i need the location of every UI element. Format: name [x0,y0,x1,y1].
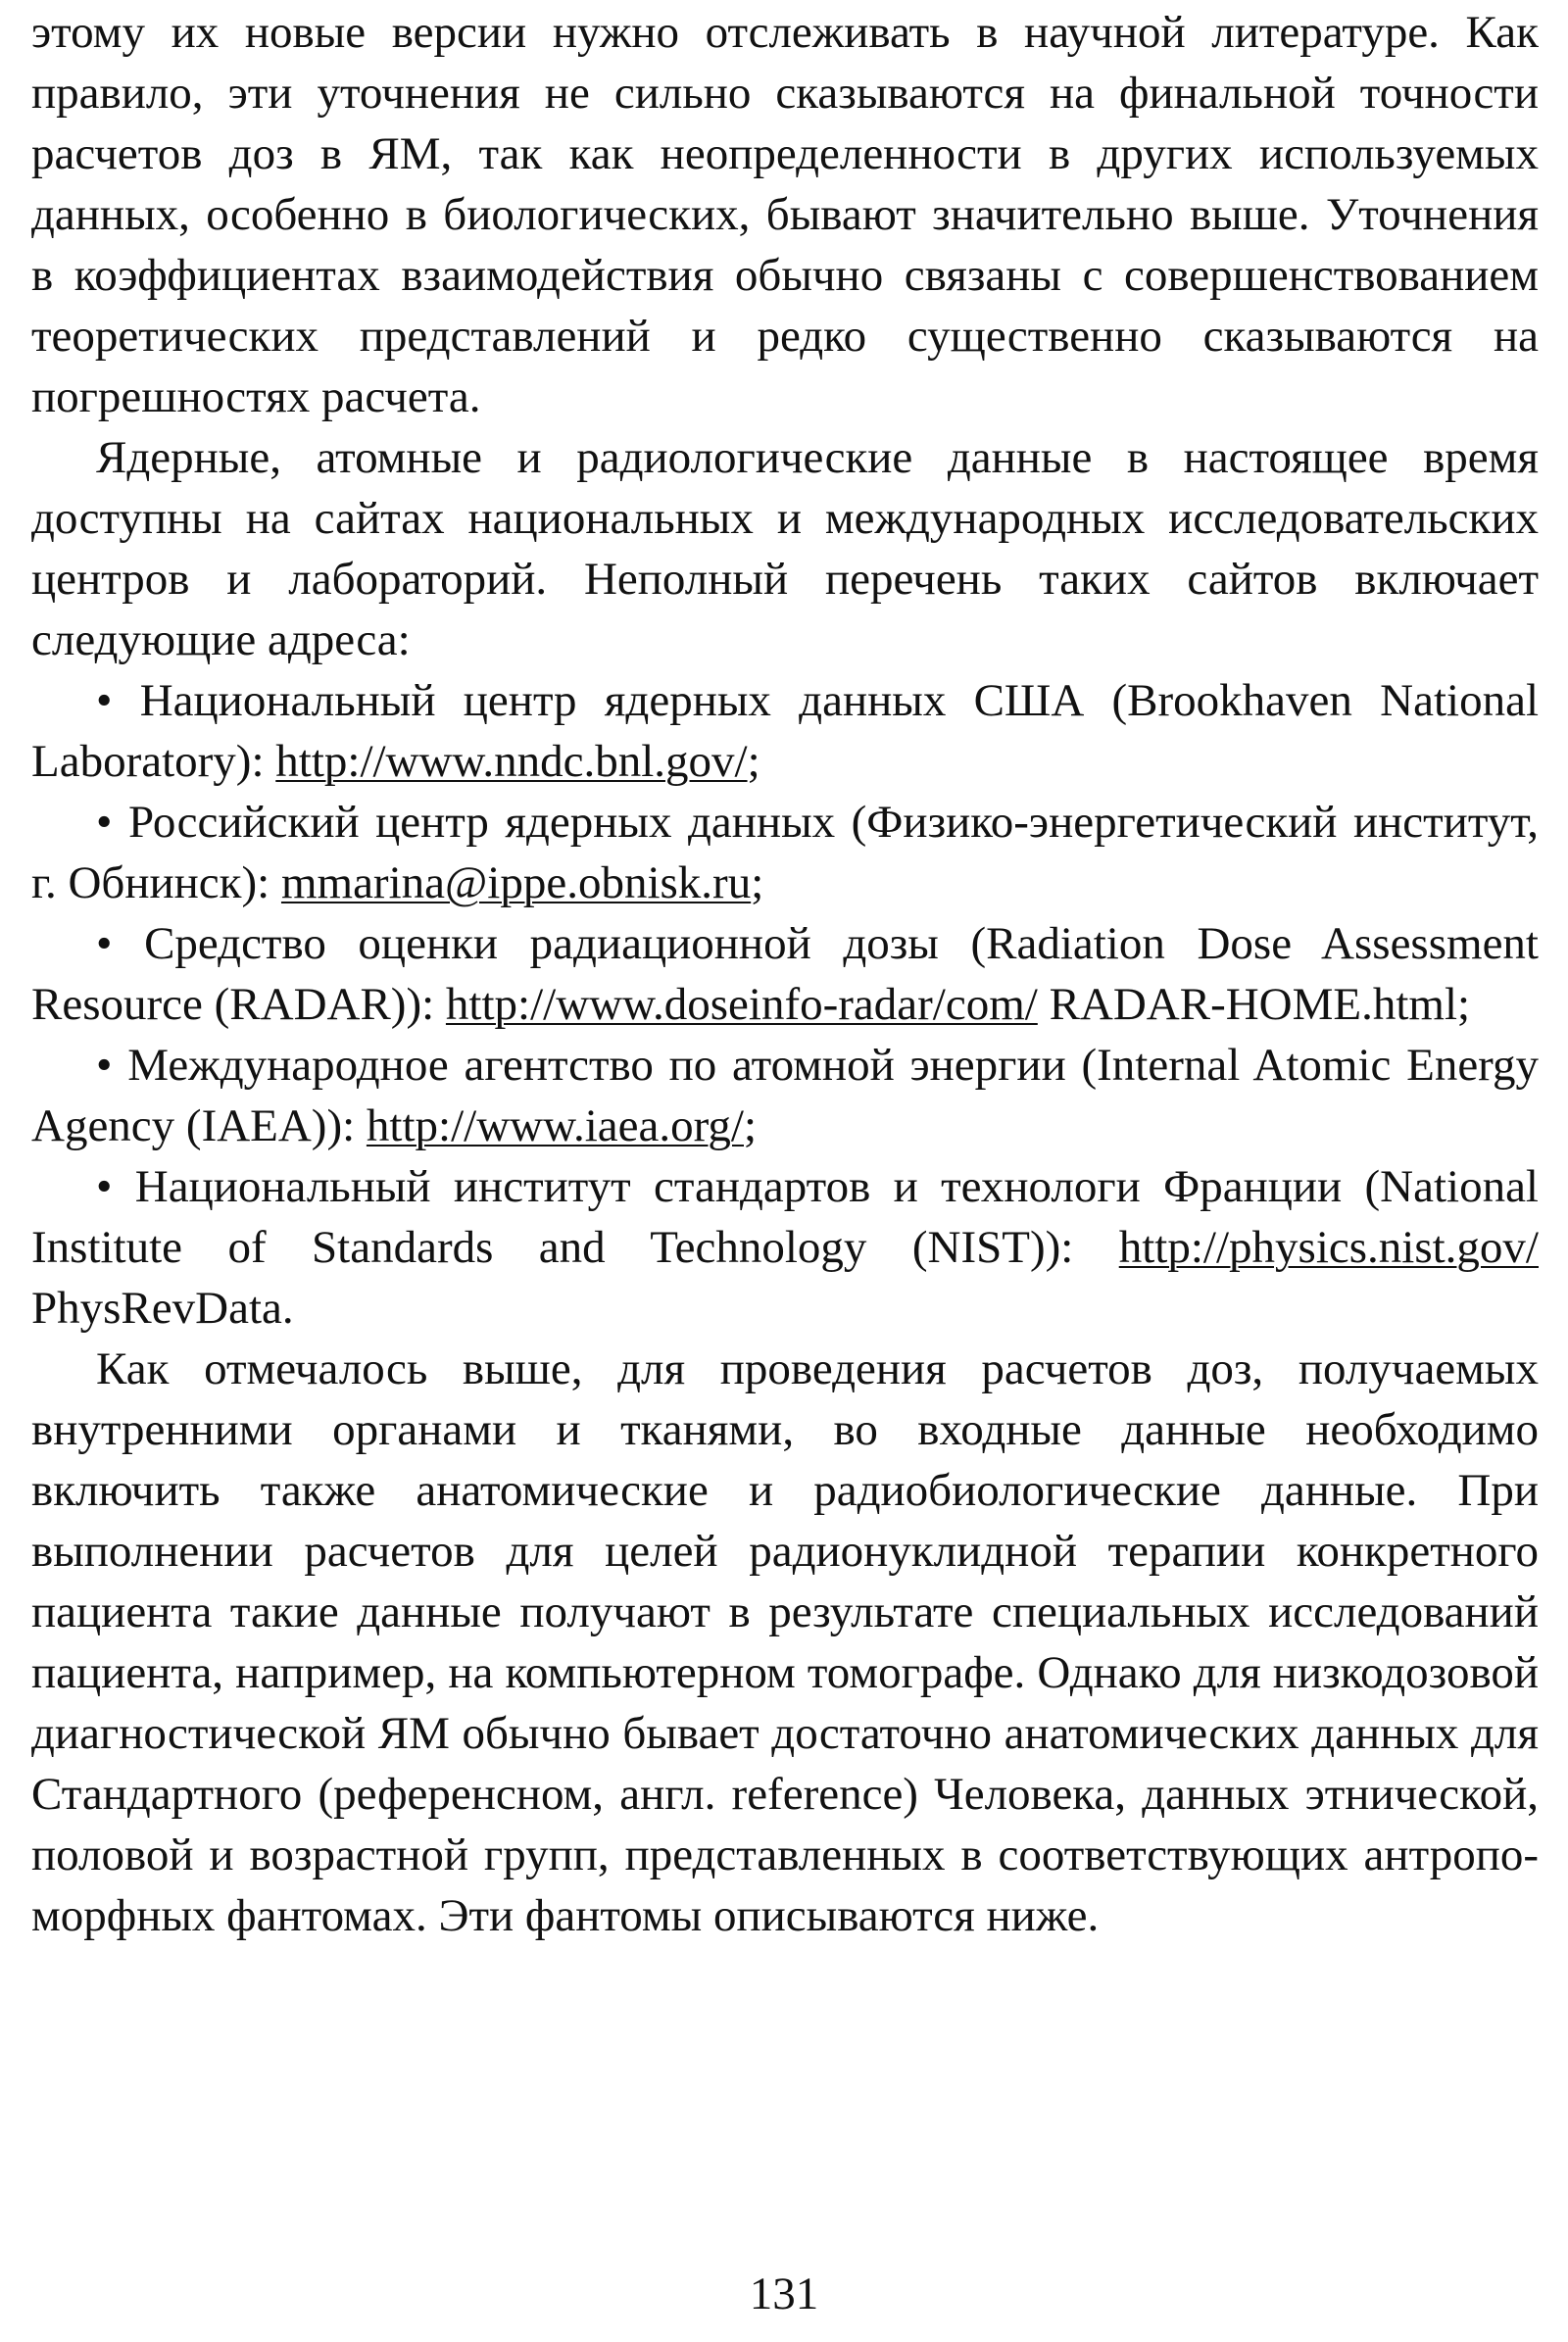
page-number: 131 [749,2269,819,2319]
list-item-suffix: ; [747,736,760,787]
list-item-text: Национальный центр ядерных данных США (Brookhaven National Laboratory): [31,675,1539,787]
list-item-iaea [31,1035,1539,1156]
link-ippe-email[interactable]: mmarina@ippe.obnisk.ru [280,857,752,908]
list-item-nndc [31,670,1539,792]
list-item-suffix: ; [751,857,764,908]
list-item-suffix: RADAR-HOME.html; [1037,979,1471,1030]
list-item-russian-center [31,792,1539,913]
list-item-nist [31,1156,1539,1339]
paragraph-anatomical-data: Как отмечалось выше, для проведения расчетов доз, получаемых внутренними органами и тканями, во входные данные необходимо включить также анатомические и радиобиологические данные. При выполнении расчетов для целей радионуклидной терапии конкретного пациента такие данные получают в результате специальных исследований пациента, например, на компьютерном томографе. Однако для низкодозовой диагностической ЯМ обычно бывает достаточно анатомических данных для Стандартного (референсном, англ. reference) Человека, данных этнической, половой и возрастной групп, представленных в соответствующих антропоморфных фантомах. Эти фантомы описываются ниже. [31,1343,1539,1941]
link-iaea[interactable]: http://www.iaea.org/ [366,1100,744,1151]
list-item-text: Национальный институт стандартов и технологи Франции (National Institute of Standards and Technology (NIST)): [31,1161,1539,1273]
link-nist[interactable]: http://physics.nist.gov/ [1118,1222,1539,1273]
list-item-suffix: PhysRevData. [31,1283,294,1334]
page-body [31,2,1539,1946]
list-item-text: Средство оценки радиационной дозы (Radiation Dose Assessment Resource (RADAR)): [31,918,1539,1030]
paragraph-continuation: этому их новые версии нужно отслеживать в научной литературе. Как правило, эти уточнения не сильно сказываются на финальной точности расчетов доз в ЯМ, так как неопределенности в других используемых данных, особенно в биологических, бывают значительно выше. Уточнения в коэффициентах взаимодействия обычно связаны с совершенствованием теоретических представлений и редко существенно сказываются на погрешностях расчета. [31,7,1539,422]
list-item-text: Российский центр ядерных данных (Физико-энергетический институт, г. Обнинск): [31,797,1539,908]
link-nndc[interactable]: http://www.nndc.bnl.gov/ [275,736,748,787]
link-radar[interactable]: http://www.doseinfo-radar/com/ [445,979,1038,1030]
list-item-radar [31,913,1539,1035]
paragraph-data-sources: Ядерные, атомные и радиологические данные в настоящее время доступны на сайтах национальных и международных исследовательских центров и лабораторий. Неполный перечень таких сайтов включает следующие адреса: [31,432,1539,665]
list-item-suffix: ; [744,1100,758,1151]
list-item-text: Международное агентство по атомной энергии (Internal Atomic Energy Agency (IAEA)): [31,1040,1539,1151]
